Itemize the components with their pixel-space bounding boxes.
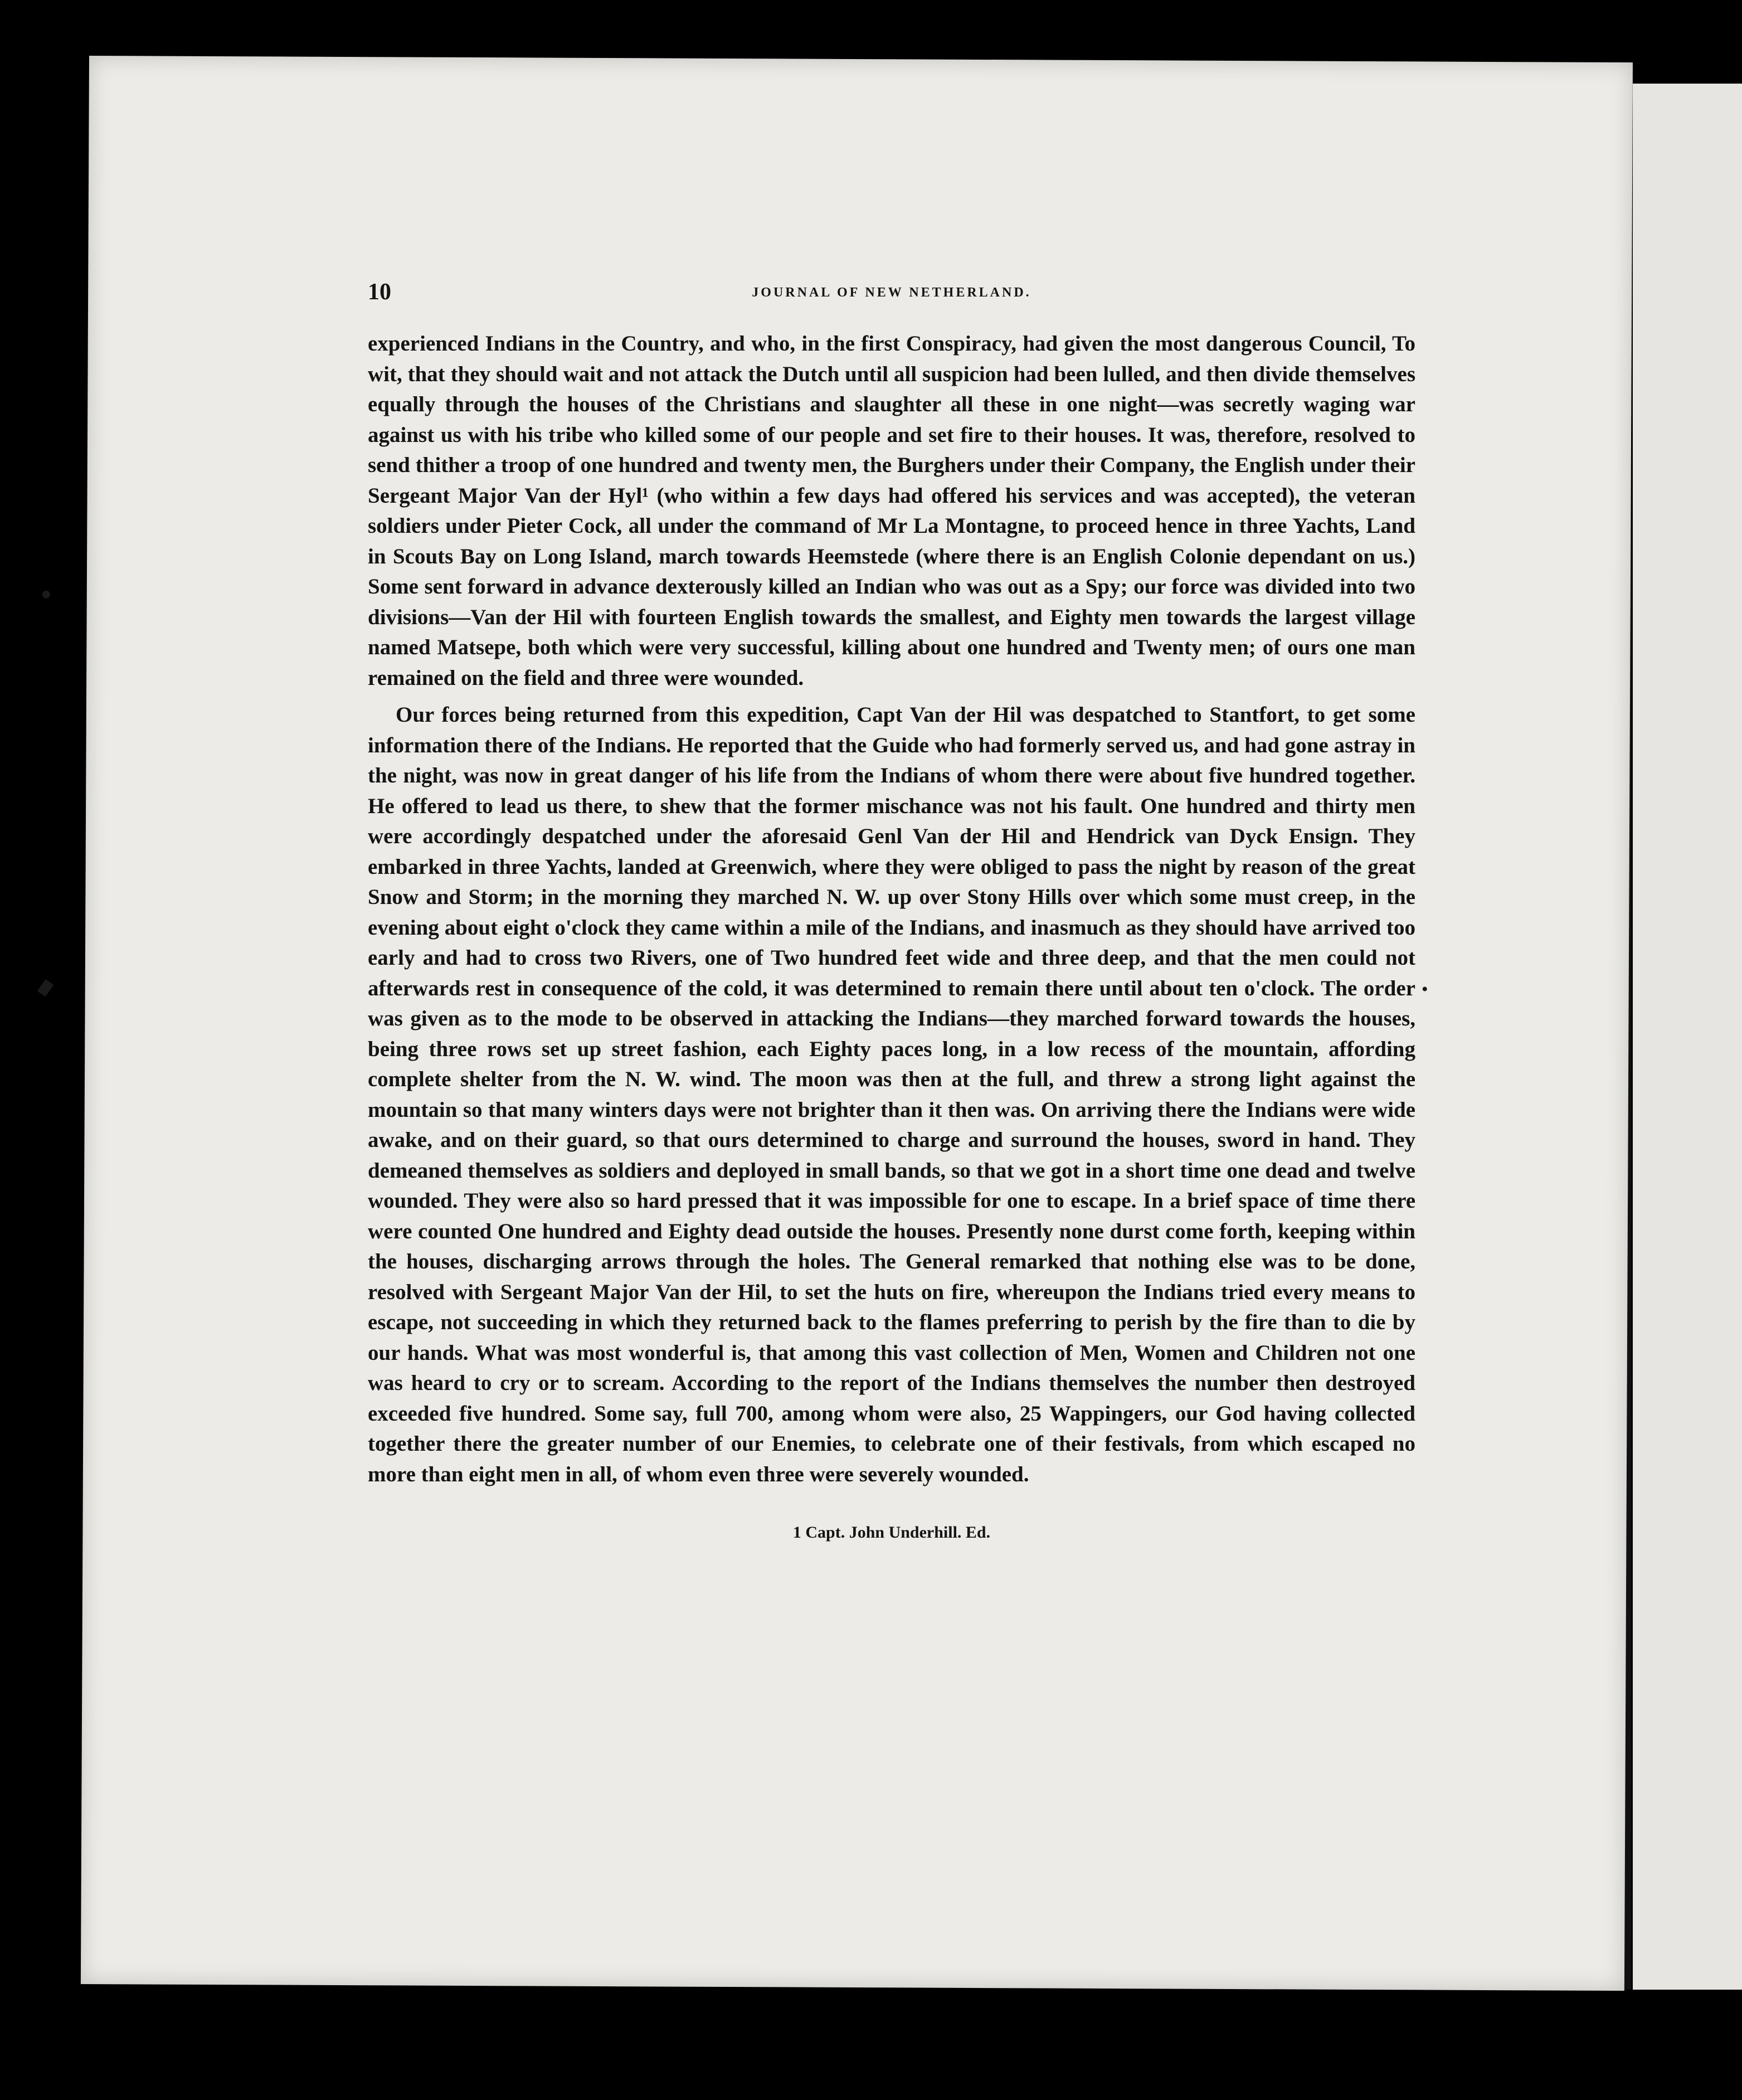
paragraph-1: experienced Indians in the Country, and who, in the first Conspiracy, had given the most dangerous Council, To wit, that they should wait and not attack the Dutch until all suspicion had been lulled, and then divide themselves equally through the houses of the Christians and slaughter all these in one night—was secretly waging war against us with his tribe who killed some of our people and set fire to their houses. It was, therefore, resolved to send thither a troop of one hundred and twenty men, the Burghers under their Company, the English under their Sergeant Major Van der Hyl¹ (who within a few days had offered his services and was accepted), the veteran soldiers under Pieter Cock, all under the command of Mr La Montagne, to proceed hence in three Yachts, Land in Scouts Bay on Long Island, march towards Heemstede (where there is an English Colonie dependant on us.) Some sent forward in advance dexterously killed an Indian who was out as a Spy; our force was divided into two divisions—Van der Hil with fourteen English towards the smallest, and Eighty men towards the largest village named Matsepe, both which were very successful, killing about one hundred and Twenty men; of ours one man remained on the field and three were wounded. xyxy=(368,332,1415,690)
page-header xyxy=(368,279,1415,318)
running-head: JOURNAL OF NEW NETHERLAND. xyxy=(752,285,1031,300)
scan-speck xyxy=(1423,986,1427,991)
page-content xyxy=(368,279,1415,1542)
facing-page-edge xyxy=(1633,84,1742,1990)
scan-speck xyxy=(37,979,54,997)
page-number: 10 xyxy=(368,279,391,305)
paragraph-2: Our forces being returned from this expedition, Capt Van der Hil was despatched to Stantfort, to get some information there of the Indians. He reported that the Guide who had formerly served us, and had gone astray in the night, was now in great danger of his life from the Indians of whom there were about five hundred together. He offered to lead us there, to shew that the former mischance was not his fault. One hundred and thirty men were accordingly despatched under the aforesaid Genl Van der Hil and Hendrick van Dyck Ensign. They embarked in three Yachts, landed at Greenwich, where they were obliged to pass the night by reason of the great Snow and Storm; in the morning they marched N. W. up over Stony Hills over which some must creep, in the evening about eight o'clock they came within a mile of the Indians, and inasmuch as they should have arrived too early and had to cross two Rivers, one of Two hundred feet wide and three deep, and that the men could not afterwards rest in consequence of the cold, it was determined to remain there until about ten o'clock. The order was given as to the mode to be observed in attacking the Indians—they marched forward towards the houses, being three rows set up street fashion, each Eighty paces long, in a low recess of the mountain, affording complete shelter from the N. W. wind. The moon was then at the full, and threw a strong light against the mountain so that many winters days were not brighter than it then was. On arriving there the Indians were wide awake, and on their guard, so that ours determined to charge and surround the houses, sword in hand. They demeaned themselves as soldiers and deployed in small bands, so that we got in a short time one dead and twelve wounded. They were also so hard pressed that it was impossible for one to escape. In a brief space of time there were counted One hundred and Eighty dead outside the houses. Presently none durst come forth, keeping within the houses, discharging arrows through the holes. The General remarked that nothing else was to be done, resolved with Sergeant Major Van der Hil, to set the huts on fire, whereupon the Indians tried every means to escape, not succeeding in which they returned back to the flames preferring to perish by the fire than to die by our hands. What was most wonderful is, that among this vast collection of Men, Women and Children not one was heard to cry or to scream. According to the report of the Indians themselves the number then destroyed exceeded five hundred. Some say, full 700, among whom were also, 25 Wappingers, our God having collected together there the greater number of our Enemies, to celebrate one of their festivals, from which escaped no more than eight men in all, of whom even three were severely wounded. xyxy=(368,703,1415,1486)
scan-speck xyxy=(42,591,50,599)
footnote: 1 Capt. John Underhill. Ed. xyxy=(792,1523,991,1542)
